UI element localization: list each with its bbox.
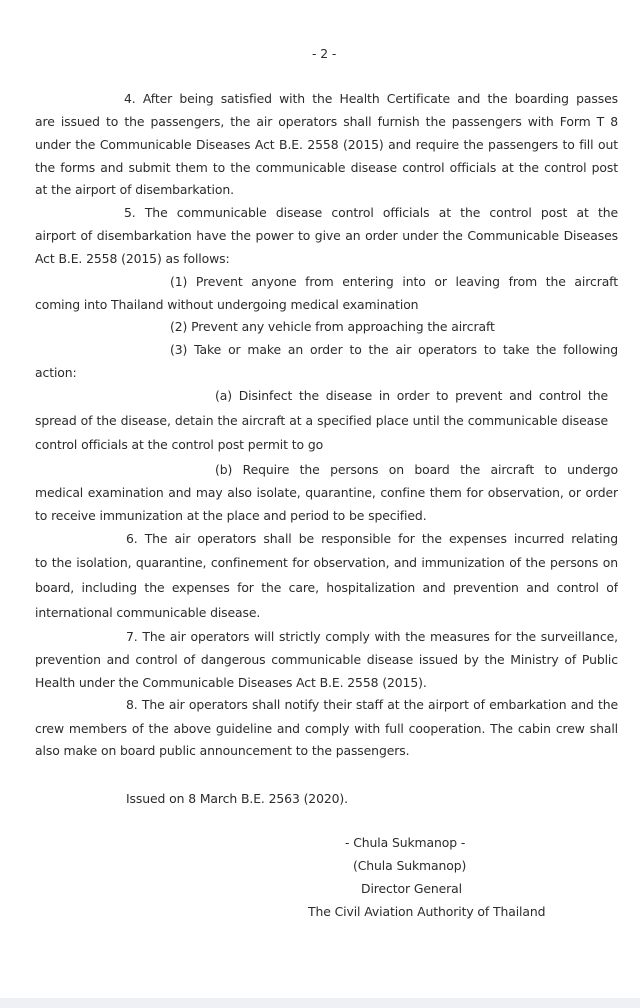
- signature-signed: - Chula Sukmanop -: [345, 835, 466, 850]
- p5-line-3: Act B.E. 2558 (2015) as follows:: [35, 251, 230, 266]
- p5-line-2: airport of disembarkation have the power to give an order under the Communicable Diseases: [35, 228, 618, 243]
- page-number: - 2 -: [312, 46, 337, 61]
- bottom-edge: [0, 998, 640, 1008]
- p6-line-3: board, including the expenses for the care, hospitalization and prevention and control of: [35, 580, 618, 595]
- signature-title: Director General: [361, 881, 462, 896]
- a-line-3: control officials at the control post permit to go: [35, 437, 324, 452]
- sub1-line-2: coming into Thailand without undergoing medical examination: [35, 297, 419, 312]
- p8-line-3: also make on board public announcement to the passengers.: [35, 743, 410, 758]
- p4-line-4: the forms and submit them to the communicable disease control officials at the control post: [35, 160, 618, 175]
- p4-line-1: 4. After being satisfied with the Health Certificate and the boarding passes: [124, 91, 618, 106]
- p6-line-4: international communicable disease.: [35, 605, 261, 620]
- sub1-line-1: (1) Prevent anyone from entering into or leaving from the aircraft: [170, 274, 618, 289]
- a-line-2: spread of the disease, detain the aircraft at a specified place until the communicable disease: [35, 413, 608, 428]
- a-line-1: (a) Disinfect the disease in order to prevent and control the: [215, 388, 608, 403]
- p7-line-3: Health under the Communicable Diseases Act B.E. 2558 (2015).: [35, 675, 427, 690]
- signature-organization: The Civil Aviation Authority of Thailand: [308, 904, 546, 919]
- b-line-3: to receive immunization at the place and period to be specified.: [35, 508, 427, 523]
- p7-line-1: 7. The air operators will strictly comply with the measures for the surveillance,: [126, 629, 618, 644]
- b-line-2: medical examination and may also isolate, quarantine, confine them for observation, or order: [35, 485, 618, 500]
- signature-name: (Chula Sukmanop): [353, 858, 467, 873]
- issued-date: Issued on 8 March B.E. 2563 (2020).: [126, 791, 349, 806]
- p4-line-3: under the Communicable Diseases Act B.E. 2558 (2015) and require the passengers to fill out: [35, 137, 618, 152]
- p6-line-2: to the isolation, quarantine, confinement for observation, and immunization of the persons on: [35, 555, 618, 570]
- sub2-line-1: (2) Prevent any vehicle from approaching the aircraft: [170, 319, 495, 334]
- p5-line-1: 5. The communicable disease control officials at the control post at the: [124, 205, 618, 220]
- sub3-line-2: action:: [35, 365, 77, 380]
- p7-line-2: prevention and control of dangerous communicable disease issued by the Ministry of Public: [35, 652, 618, 667]
- p4-line-2: are issued to the passengers, the air operators shall furnish the passengers with Form T 8: [35, 114, 618, 129]
- p8-line-1: 8. The air operators shall notify their staff at the airport of embarkation and the: [126, 697, 618, 712]
- sub3-line-1: (3) Take or make an order to the air operators to take the following: [170, 342, 618, 357]
- b-line-1: (b) Require the persons on board the aircraft to undergo: [215, 462, 618, 477]
- p6-line-1: 6. The air operators shall be responsible for the expenses incurred relating: [126, 531, 618, 546]
- p4-line-5: at the airport of disembarkation.: [35, 182, 234, 197]
- p8-line-2: crew members of the above guideline and comply with full cooperation. The cabin crew shall: [35, 721, 618, 736]
